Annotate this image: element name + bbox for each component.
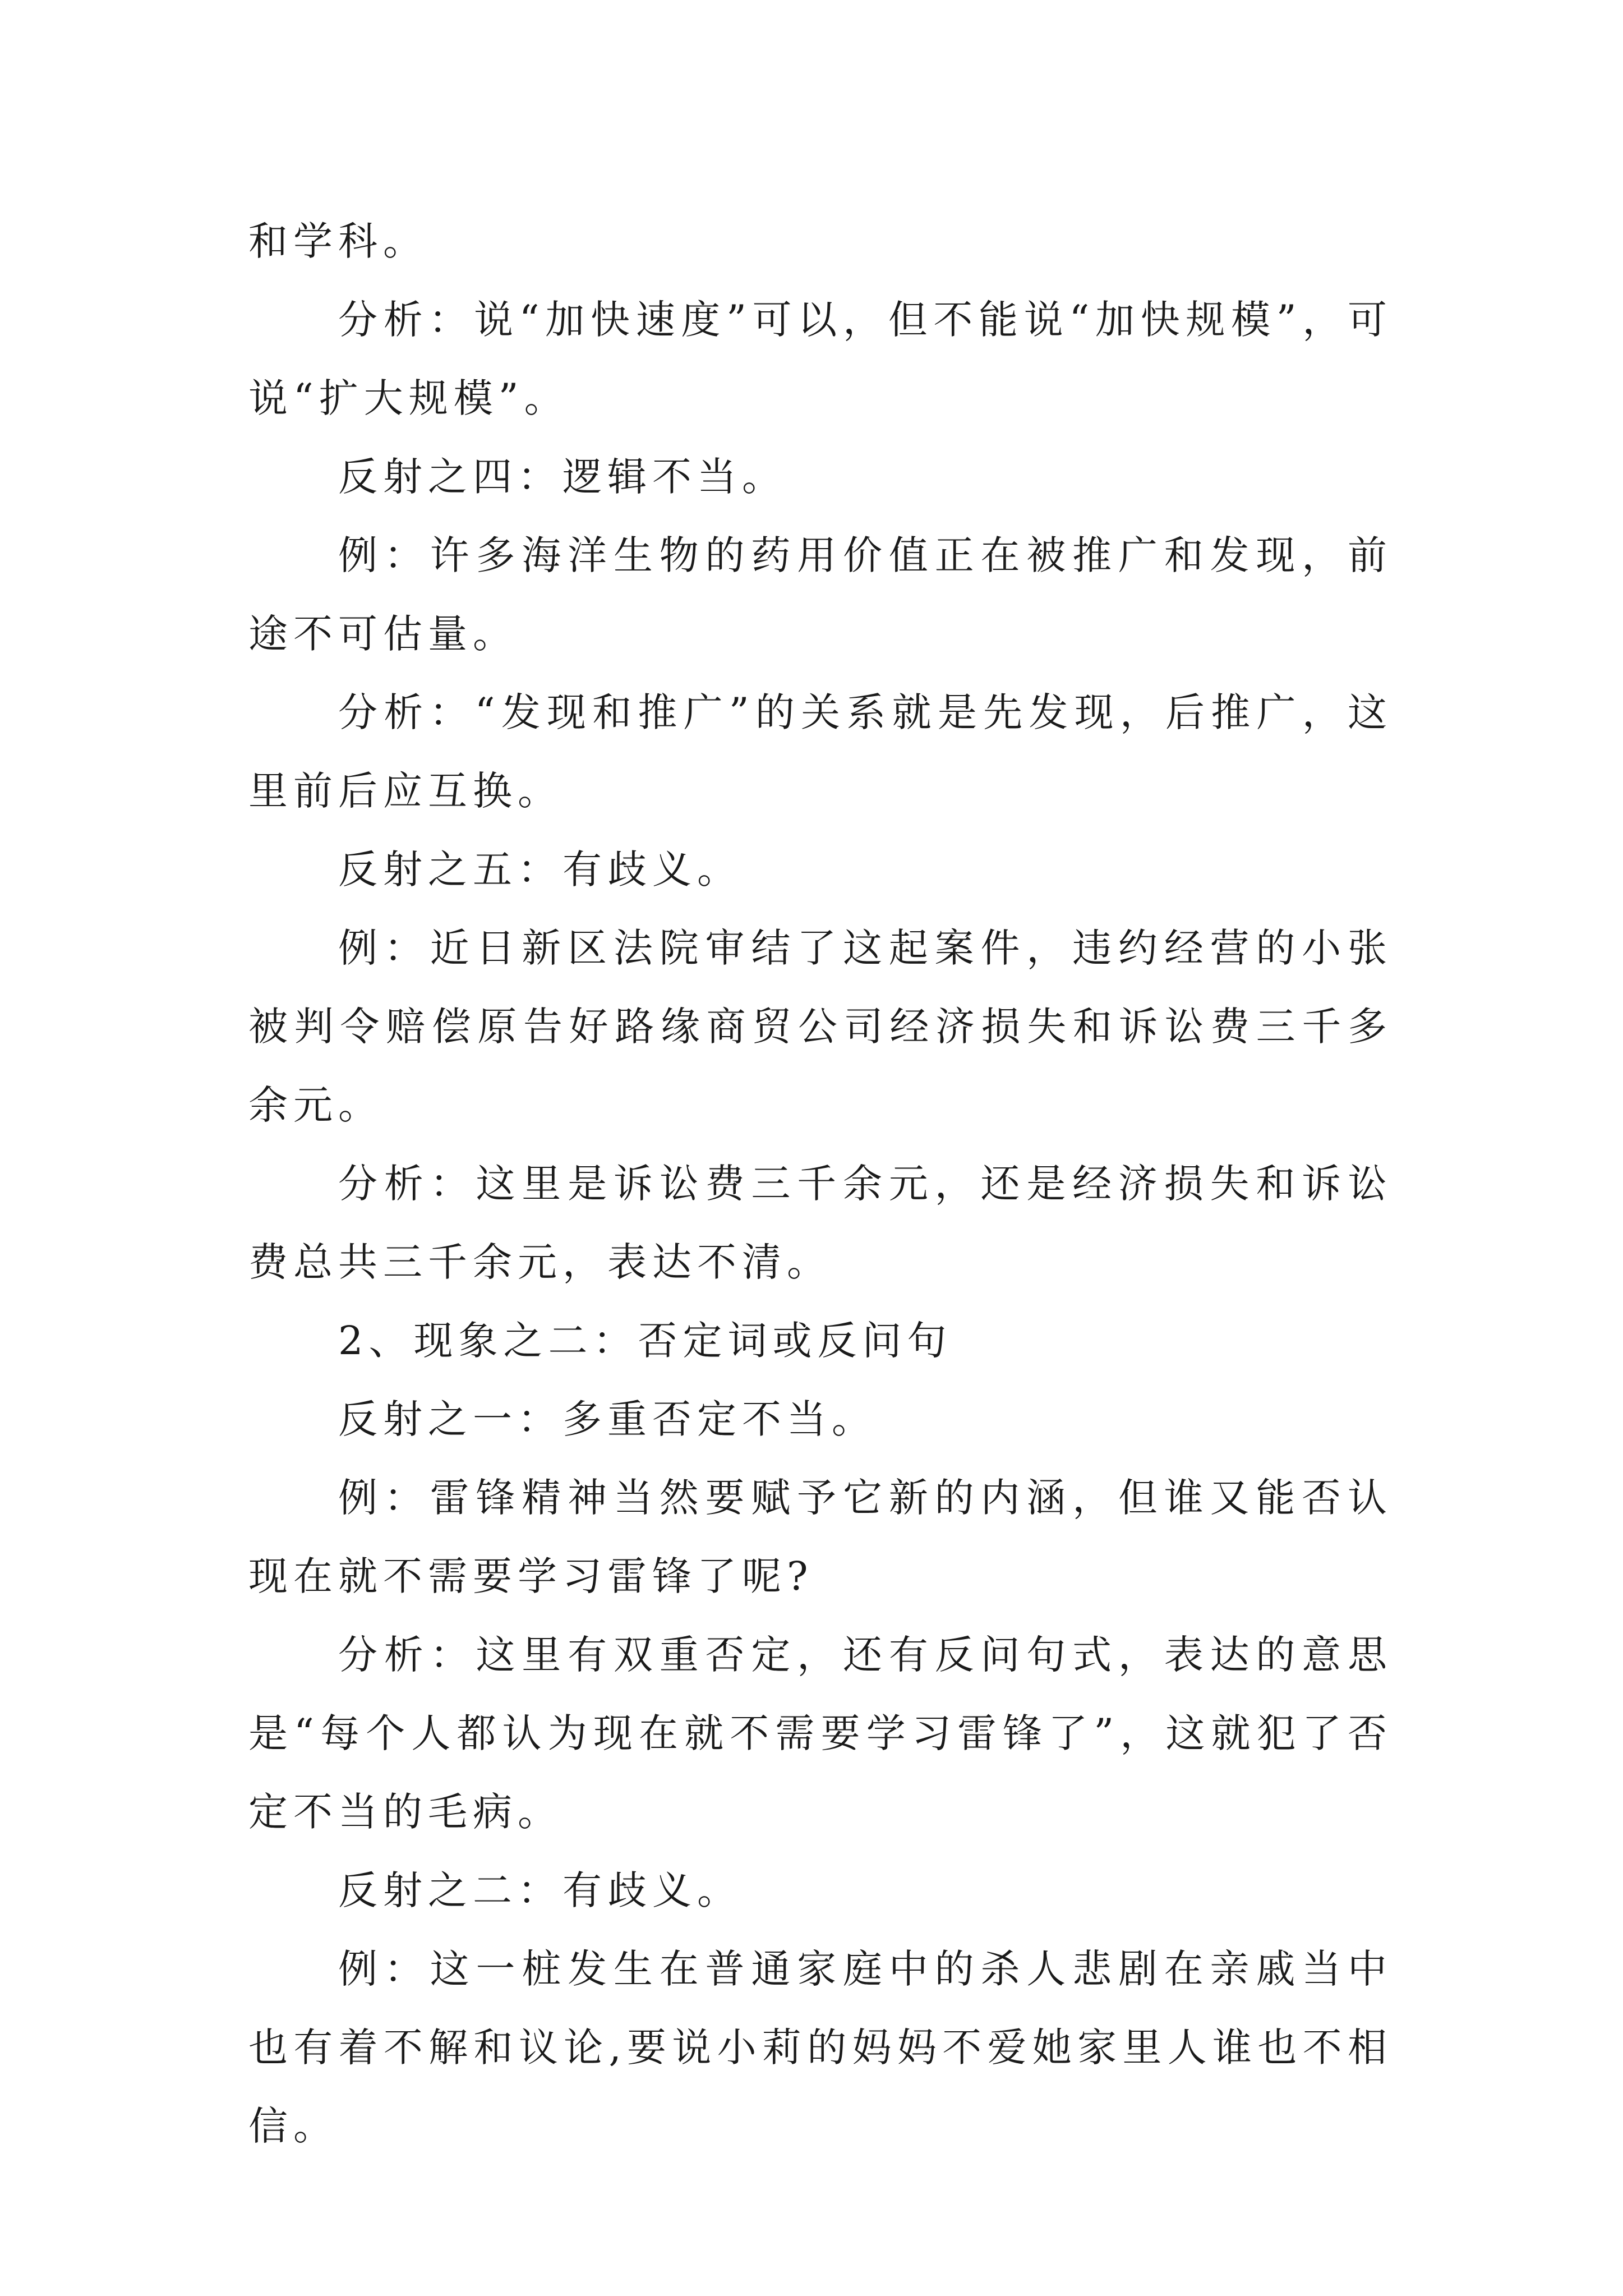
paragraph: 分析：这里是诉讼费三千余元，还是经济损失和诉讼费总共三千余元，表达不清。 bbox=[248, 1161, 1393, 1285]
paragraph: 反射之一：多重否定不当。 bbox=[338, 1396, 877, 1442]
paragraph: 分析：“发现和推广”的关系就是先发现，后推广，这里前后应互换。 bbox=[248, 689, 1393, 814]
paragraph: 例：许多海洋生物的药用价值正在被推广和发现，前途不可估量。 bbox=[248, 532, 1393, 657]
paragraph: 反射之四：逻辑不当。 bbox=[338, 454, 787, 500]
paragraph: 分析：这里有双重否定，还有反问句式，表达的意思是“每个人都认为现在就不需要学习雷锋了”，这就犯了否定不当的毛病。 bbox=[248, 1632, 1393, 1835]
paragraph: 例：雷锋精神当然要赋予它新的内涵，但谁又能否认现在就不需要学习雷锋了呢? bbox=[248, 1475, 1393, 1599]
paragraph: 和学科。 bbox=[248, 218, 428, 264]
paragraph: 例：这一桩发生在普通家庭中的杀人悲剧在亲戚当中也有着不解和议论,要说小莉的妈妈不爱她家里人谁也不相信。 bbox=[248, 1946, 1393, 2149]
paragraph: 例：近日新区法院审结了这起案件，违约经营的小张被判令赔偿原告好路缘商贸公司经济损失和诉讼费三千多余元。 bbox=[248, 925, 1393, 1128]
paragraph: 反射之五：有歧义。 bbox=[338, 846, 742, 892]
section-heading: 2、现象之二：否定词或反问句 bbox=[338, 1318, 952, 1364]
paragraph: 分析：说“加快速度”可以，但不能说“加快规模”，可说“扩大规模”。 bbox=[248, 297, 1393, 421]
document-body bbox=[248, 202, 1393, 2165]
paragraph: 反射之二：有歧义。 bbox=[338, 1867, 742, 1913]
